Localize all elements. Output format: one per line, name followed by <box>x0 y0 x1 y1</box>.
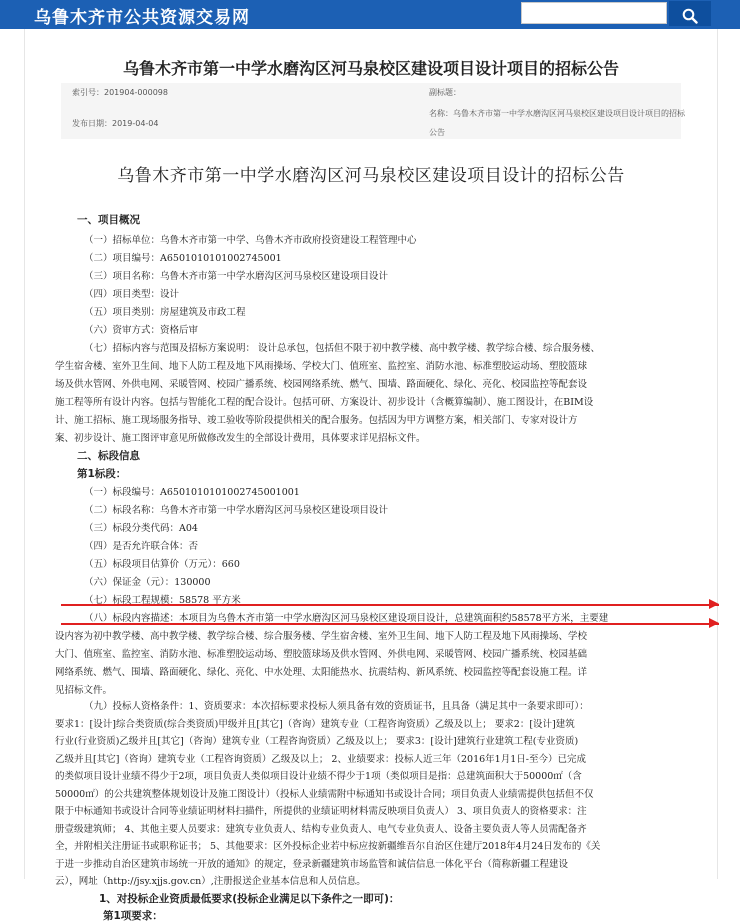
subtitle-label: 副标题： <box>429 88 461 97</box>
doc-line: 行业(行业资质)乙级并且[其它]（咨询）建筑专业（工程咨询资质）乙级及以上； 要求3：[设计]建筑行业建筑工程(专业资质) <box>55 736 579 747</box>
doc-line: （八）标段内容描述：本项目为乌鲁木齐市第一中学水磨沟区河马泉校区建设项目设计，总建筑面积约58578平方米，主要建 <box>84 613 609 624</box>
doc-line: （一）标段编号：A6501010101002745001001 <box>84 487 300 498</box>
doc-line: 要求1：[设计]综合类资质(综合类资质)甲级并且[其它]（咨询）建筑专业（工程咨询资质）乙级及以上； 要求2：[设计]建筑 <box>55 718 575 730</box>
doc-line: 限于中标通知书或设计合同等业绩证明材料扫描件，所提供的业绩证明材料需反映项目负责人） 3、项目负责人的资格要求：注 <box>55 806 587 817</box>
requirement-item-heading: 第1项要求： <box>103 910 163 922</box>
doc-line: （一）招标单位：乌鲁木齐市第一中学、乌鲁木齐市政府投资建设工程管理中心 <box>84 235 417 246</box>
red-arrow-icon <box>709 618 719 628</box>
notice-meta-box <box>61 83 685 139</box>
doc-line: （六）资审方式：资格后审 <box>84 325 199 336</box>
red-underline-annotation <box>61 604 719 606</box>
doc-line: （五）标段项目估算价（万元）：660 <box>84 559 240 570</box>
qualification-heading: 1、对投标企业资质最低要求(投标企业满足以下条件之一即可)： <box>99 892 400 905</box>
doc-line: 50000㎡）的公共建筑整体规划设计及施工图设计）（投标人业绩需附中标通知书或设计合同；项目负责人业绩需提供包括但不仅 <box>55 788 594 800</box>
doc-line: 大门、值班室、监控室、消防水池、标准塑胶运动场、塑胶篮球场及供水管网、外供电网、采暖管网、校园广播系统、校园基础 <box>55 649 588 660</box>
doc-line: （七）标段工程规模：58578 平方米 <box>84 595 241 606</box>
publish-date: 发布日期：2019-04-04 <box>72 119 159 128</box>
section-heading-overview: 一、项目概况 <box>77 214 140 226</box>
notice-name-line2: 公告 <box>429 128 445 137</box>
doc-line: 册壹级建筑师； 4、其他主要人员要求：建筑专业负责人、结构专业负责人、电气专业负责人、设备主要负责人等人员需配备齐 <box>55 823 587 835</box>
doc-line: 设内容为初中教学楼、高中教学楼、教学综合楼、综合服务楼、学生宿舍楼、室外卫生间、地下人防工程及地下风雨操场、学校 <box>55 631 588 642</box>
doc-line: （三）项目名称：乌鲁木齐市第一中学水磨沟区河马泉校区建设项目设计 <box>84 271 389 282</box>
notice-name-line1: 名称：乌鲁木齐市第一中学水磨沟区河马泉校区建设项目设计项目的招标 <box>429 109 685 118</box>
site-title[interactable]: 乌鲁木齐市公共资源交易网 <box>34 8 250 28</box>
doc-line: 见招标文件。 <box>55 685 113 696</box>
doc-line: （三）标段分类代码：A04 <box>84 523 198 534</box>
doc-line: （四）是否允许联合体：否 <box>84 541 199 552</box>
doc-line: 计、施工招标、施工现场服务指导、竣工验收等阶段提供相关的配合服务。包括因为甲方调整方案，相关部门、专家对设计方 <box>55 415 578 426</box>
header-bar <box>0 0 740 29</box>
doc-line: （九）投标人资格条件：1、资质要求：本次招标要求投标人须具备有效的资质证书，且具备（满足其中一条要求即可）： <box>84 701 589 712</box>
section-heading-lots: 二、标段信息 <box>77 450 140 462</box>
notice-container <box>24 29 718 922</box>
search-button[interactable] <box>669 1 711 26</box>
doc-line: 案、初步设计、施工图评审意见所做修改发生的全部设计费用，具体要求详见招标文件。 <box>55 433 426 444</box>
red-arrow-icon <box>709 599 719 609</box>
doc-line: 于进一步推动自治区建筑市场统一开放的通知》的规定，登录新疆建筑市场监管和诚信信息一体化平台（简称新疆工程建设 <box>55 858 569 870</box>
doc-line: （五）项目类别：房屋建筑及市政工程 <box>84 307 246 318</box>
doc-line: （二）项目编号：A6501010101002745001 <box>84 253 282 264</box>
doc-line: 施工程等所有设计内容。包括与智能化工程的配合设计。包括可研、方案设计、初步设计（含概算编制）、施工图设计，在BIM设 <box>55 397 594 408</box>
notice-title: 乌鲁木齐市第一中学水磨沟区河马泉校区建设项目设计项目的招标公告 <box>122 59 619 78</box>
doc-line: 场及供水管网、外供电网、采暖管网、校园广播系统、校园网络系统、燃气、围墙、路面硬化、绿化、亮化、校园监控等配套设 <box>55 379 588 390</box>
doc-line: （四）项目类型：设计 <box>84 289 180 300</box>
doc-line: （二）标段名称：乌鲁木齐市第一中学水磨沟区河马泉校区建设项目设计 <box>84 505 389 516</box>
doc-line: 乙级并且[其它]（咨询）建筑专业（工程咨询资质）乙级及以上； 2、业绩要求：投标人近三年（2016年1月1日-至今）已完成 <box>55 753 586 765</box>
lot-heading: 第1标段： <box>77 468 127 480</box>
doc-line: 全，并附相关注册证书或职称证书； 5、其他要求：区外投标企业若中标应按新疆维吾尔自治区住建厅2018年4月24日发布的《关 <box>55 841 601 852</box>
doc-line: 的类似项目设计业绩不得少于2项，项目负责人类似项目设计业绩不得少于1项（类似项目是指：总建筑面积大于50000㎡（含 <box>55 771 582 782</box>
red-underline-annotation <box>61 623 719 625</box>
doc-line: （七）招标内容与范围及招标方案说明： 设计总承包，包括但不限于初中教学楼、高中教学楼、教学综合楼、综合服务楼、 <box>84 343 601 354</box>
search-icon <box>682 8 698 24</box>
doc-line: （六）保证金（元）：130000 <box>84 577 211 588</box>
document-title: 乌鲁木齐市第一中学水磨沟区河马泉校区建设项目设计的招标公告 <box>117 166 625 186</box>
doc-line: 云），网址（http://jsy.xjjs.gov.cn）,注册报送企业基本信息和人员信息。 <box>55 876 366 887</box>
doc-line: 网络系统、燃气、围墙、路面硬化、绿化、亮化、中水处理、太阳能热水、抗震结构、新风系统、校园监控等配套设施工程。详 <box>55 667 588 678</box>
doc-line: 学生宿舍楼、室外卫生间、地下人防工程及地下风雨操场、学校大门、值班室、监控室、消防水池、标准塑胶运动场、塑胶篮球 <box>55 361 588 372</box>
search-input[interactable] <box>521 2 667 24</box>
index-number: 索引号：201904-000098 <box>72 88 168 97</box>
